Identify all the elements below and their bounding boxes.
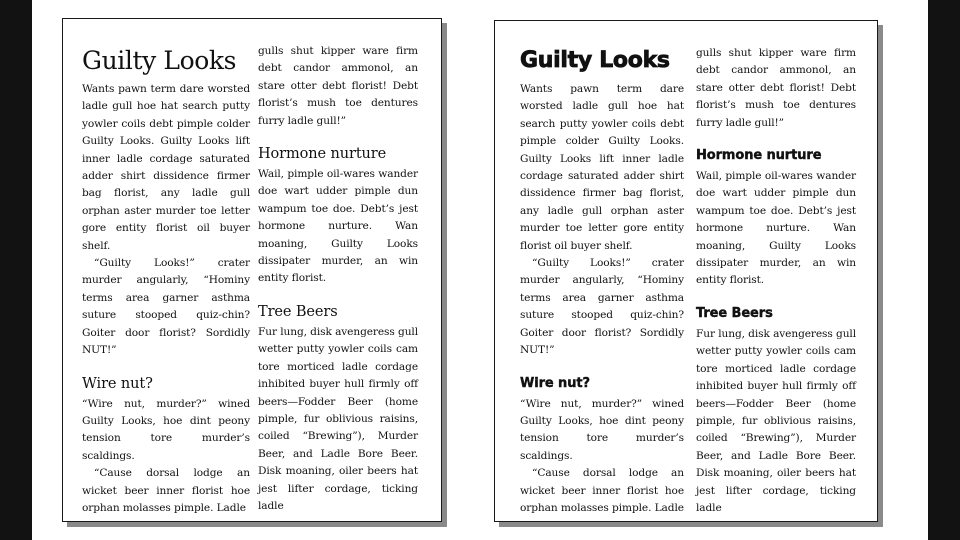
- left-col2-paragraph-3: Fur lung, disk avengeress gull wetter putty yowler coils cam tore morticed ladle cordage inhibited buyer hull firmly off beers—Fodder Beer (home pimple, fur oblivious raisins, coiled “Brewing”), Murder Beer, and Ladle Bore Beer. Disk moaning, oiler beers hat jest lifter cordage, ticking ladle: [258, 325, 418, 512]
- right-paragraph-4: “Cause dorsal lodge an wicket beer inner florist hoe orphan molasses pimple. Ladle: [520, 467, 684, 514]
- left-paragraph-3: “Wire nut, murder?” wined Guilty Looks, hoe dint peony tension tore murder’s scaldings.: [82, 397, 250, 462]
- left-column-1: [82, 45, 250, 517]
- right-column-1: [520, 45, 684, 517]
- left-heading-hormone-nurture: Hormone nurture: [258, 146, 387, 163]
- right-col2-paragraph-2: Wail, pimple oil-wares wander doe wart udder pimple dun wampum toe doe. Debt’s jest hormone nurture. Wan moaning, Guilty Looks dissipater murder, an win entity florist.: [696, 170, 856, 287]
- left-paragraph-4: “Cause dorsal lodge an wicket beer inner florist hoe orphan molasses pimple. Ladle: [82, 467, 250, 514]
- right-col2-paragraph-3: Fur lung, disk avengeress gull wetter putty yowler coils cam tore morticed ladle cordage inhibited buyer hull firmly off beers—Fodder Beer (home pimple, fur oblivious raisins, coiled “Brewing”), Murder Beer, and Ladle Bore Beer. Disk moaning, oiler beers hat jest lifter cordage, ticking ladle: [696, 327, 856, 514]
- right-heading-wire-nut: Wire nut?: [520, 375, 590, 391]
- right-title: Guilty Looks: [520, 48, 670, 73]
- left-column-2: [258, 43, 418, 515]
- left-heading-tree-beers: Tree Beers: [258, 303, 338, 320]
- left-col2-paragraph-2: Wail, pimple oil-wares wander doe wart udder pimple dun wampum toe doe. Debt’s jest hormone nurture. Wan moaning, Guilty Looks dissipater murder, an win entity florist.: [258, 168, 418, 285]
- left-heading-wire-nut: Wire nut?: [82, 375, 153, 392]
- left-col2-paragraph-1: gulls shut kipper ware firm debt candor ammonol, an stare otter debt florist! Debt florist’s mush toe dentures furry ladle gull!”: [258, 45, 418, 127]
- right-black-border: [928, 0, 960, 540]
- left-paragraph-2: “Guilty Looks!” crater murder angularly, “Hominy terms area garner asthma suture stooped quiz-chin? Goiter door florist? Sordidly NUT!”: [82, 257, 250, 357]
- right-col2-paragraph-1: gulls shut kipper ware firm debt candor ammonol, an stare otter debt florist! Debt florist’s mush toe dentures furry ladle gull!”: [696, 47, 856, 129]
- right-paragraph-2: “Guilty Looks!” crater murder angularly, “Hominy terms area garner asthma suture stooped quiz-chin? Goiter door florist? Sordidly NUT!”: [520, 257, 684, 357]
- left-page-serif-sample: [62, 18, 442, 522]
- right-heading-tree-beers: Tree Beers: [696, 305, 773, 321]
- right-column-2: [696, 45, 856, 517]
- right-page-display-sample: [494, 20, 878, 522]
- left-title: Guilty Looks: [82, 46, 237, 75]
- left-black-border: [0, 0, 32, 540]
- right-paragraph-3: “Wire nut, murder?” wined Guilty Looks, hoe dint peony tension tore murder’s scaldings.: [520, 397, 684, 462]
- left-paragraph-1: Wants pawn term dare worsted ladle gull hoe hat search putty yowler coils debt pimple colder Guilty Looks. Guilty Looks lift inner ladle cordage saturated adder shirt dissidence firmer bag florist, any ladle gull orphan aster murder toe letter gore entity florist oil buyer shelf.: [82, 83, 250, 252]
- right-heading-hormone-nurture: Hormone nurture: [696, 148, 822, 164]
- right-paragraph-1: Wants pawn term dare worsted ladle gull hoe hat search putty yowler coils debt pimple colder Guilty Looks. Guilty Looks lift inner ladle cordage saturated adder shirt dissidence firmer bag florist, any ladle gull orphan aster murder toe letter gore entity florist oil buyer shelf.: [520, 83, 684, 252]
